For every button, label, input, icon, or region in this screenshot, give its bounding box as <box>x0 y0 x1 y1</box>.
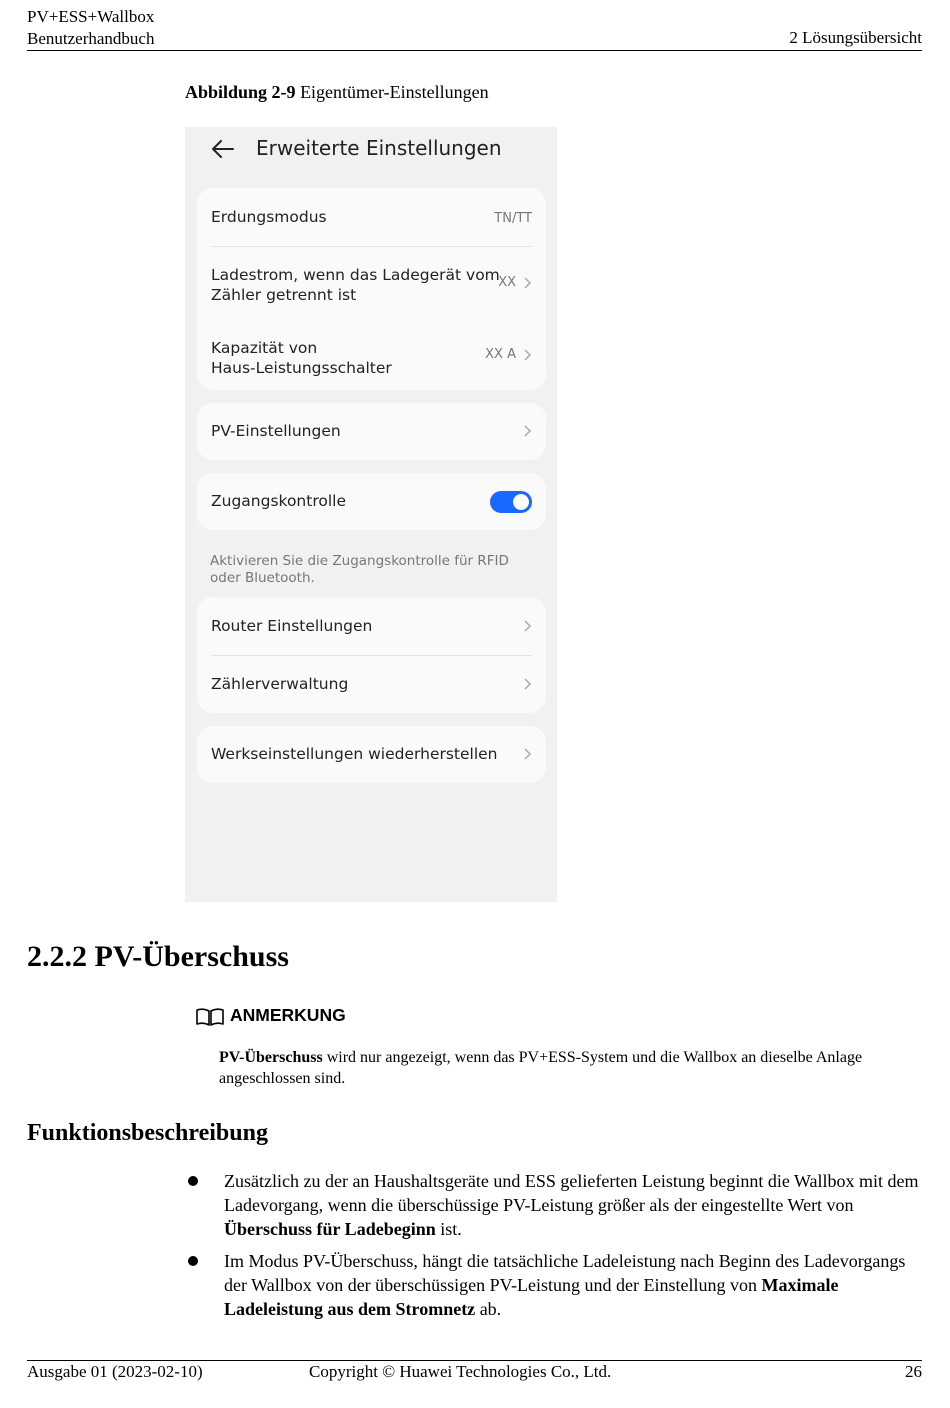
meter-management-label: Zählerverwaltung <box>211 675 349 693</box>
figure-number: Abbildung 2-9 <box>185 82 296 102</box>
bullet1-text: Zusätzlich zu der an Haushaltsgeräte und ESS gelieferten Leistung beginnt die Wallbox mit dem Ladevorgang, wenn die überschüssige PV-Leistung größer als der eingestellte Wert von <box>224 1171 919 1215</box>
house-breaker-label-line2: Haus-Leistungsschalter <box>211 359 392 377</box>
house-breaker-value: XX A <box>485 347 516 362</box>
note-text <box>219 1047 909 1089</box>
house-breaker-label <box>211 338 392 378</box>
chevron-right-icon <box>522 424 532 438</box>
back-arrow-icon[interactable] <box>209 135 237 163</box>
note-bold: PV-Überschuss <box>219 1049 323 1066</box>
header-chapter: 2 Lösungsübersicht <box>789 28 922 47</box>
factory-reset-card[interactable] <box>197 726 546 783</box>
bullet-dot <box>188 1256 198 1266</box>
meter-management-row[interactable] <box>197 655 546 713</box>
screen-title: Erweiterte Einstellungen <box>256 136 502 160</box>
bullet-item-2 <box>224 1249 924 1321</box>
subheading: Funktionsbeschreibung <box>27 1120 268 1146</box>
figure-caption <box>185 82 489 103</box>
footer-rule <box>27 1360 922 1361</box>
pv-settings-card[interactable] <box>197 403 546 460</box>
grounding-mode-row[interactable] <box>197 188 546 246</box>
grounding-mode-label: Erdungsmodus <box>211 208 327 226</box>
page-header-left <box>27 6 154 50</box>
house-breaker-row[interactable] <box>197 320 546 390</box>
bullet2-text: Im Modus PV-Überschuss, hängt die tatsächliche Ladeleistung nach Beginn des Ladevorgangs der Wallbox von der überschüssigen PV-Leistung und der Einstellung von <box>224 1251 906 1295</box>
access-control-toggle[interactable] <box>490 491 532 513</box>
bullet2-bold: Maximale Ladeleistung aus dem Stromnetz <box>224 1275 839 1319</box>
access-control-card <box>197 473 546 530</box>
header-product: PV+ESS+Wallbox <box>27 7 155 26</box>
section-heading: 2.2.2 PV-Überschuss <box>27 940 289 973</box>
header-rule <box>27 50 922 51</box>
bullet-dot <box>188 1176 198 1186</box>
bullet2-end: ab. <box>475 1299 502 1319</box>
charge-current-label-line1: Ladestrom, wenn das Ladegerät vom <box>211 266 500 284</box>
bullet1-end: ist. <box>435 1219 462 1239</box>
chevron-right-icon <box>522 677 532 691</box>
header-manual: Benutzerhandbuch <box>27 29 155 48</box>
charge-current-row[interactable] <box>197 246 546 318</box>
app-screenshot <box>185 127 557 902</box>
footer-copyright: Copyright © Huawei Technologies Co., Ltd. <box>309 1362 612 1381</box>
router-settings-label: Router Einstellungen <box>211 617 373 635</box>
chevron-right-icon <box>522 348 532 362</box>
chevron-right-icon <box>522 747 532 761</box>
footer-page-number: 26 <box>905 1362 922 1381</box>
chevron-right-icon <box>522 619 532 633</box>
note-body: wird nur angezeigt, wenn das PV+ESS-System und die Wallbox an dieselbe Anlage angeschlossen sind. <box>219 1049 863 1087</box>
charge-current-label <box>211 265 500 305</box>
house-breaker-label-line1: Kapazität von <box>211 339 318 357</box>
figure-title: Eigentümer-Einstellungen <box>300 82 489 102</box>
settings-card-general <box>197 188 546 390</box>
charge-current-label-line2: Zähler getrennt ist <box>211 286 357 304</box>
note-label: ANMERKUNG <box>230 1005 346 1025</box>
chevron-right-icon <box>522 276 532 290</box>
book-icon <box>195 1007 225 1027</box>
charge-current-value: XX <box>498 275 516 290</box>
factory-reset-label: Werkseinstellungen wiederherstellen <box>211 745 498 763</box>
router-settings-row[interactable] <box>197 597 546 655</box>
bullet-item-1 <box>224 1169 924 1241</box>
footer-edition: Ausgabe 01 (2023-02-10) <box>27 1362 203 1381</box>
grounding-mode-value: TN/TT <box>494 211 532 226</box>
pv-settings-label: PV-Einstellungen <box>211 422 341 440</box>
settings-card-network <box>197 597 546 713</box>
toggle-knob <box>513 494 529 510</box>
access-control-hint: Aktivieren Sie die Zugangskontrolle für RFID oder Bluetooth. <box>210 553 509 586</box>
access-control-label: Zugangskontrolle <box>211 492 346 510</box>
bullet1-bold: Überschuss für Ladebeginn <box>224 1219 436 1239</box>
